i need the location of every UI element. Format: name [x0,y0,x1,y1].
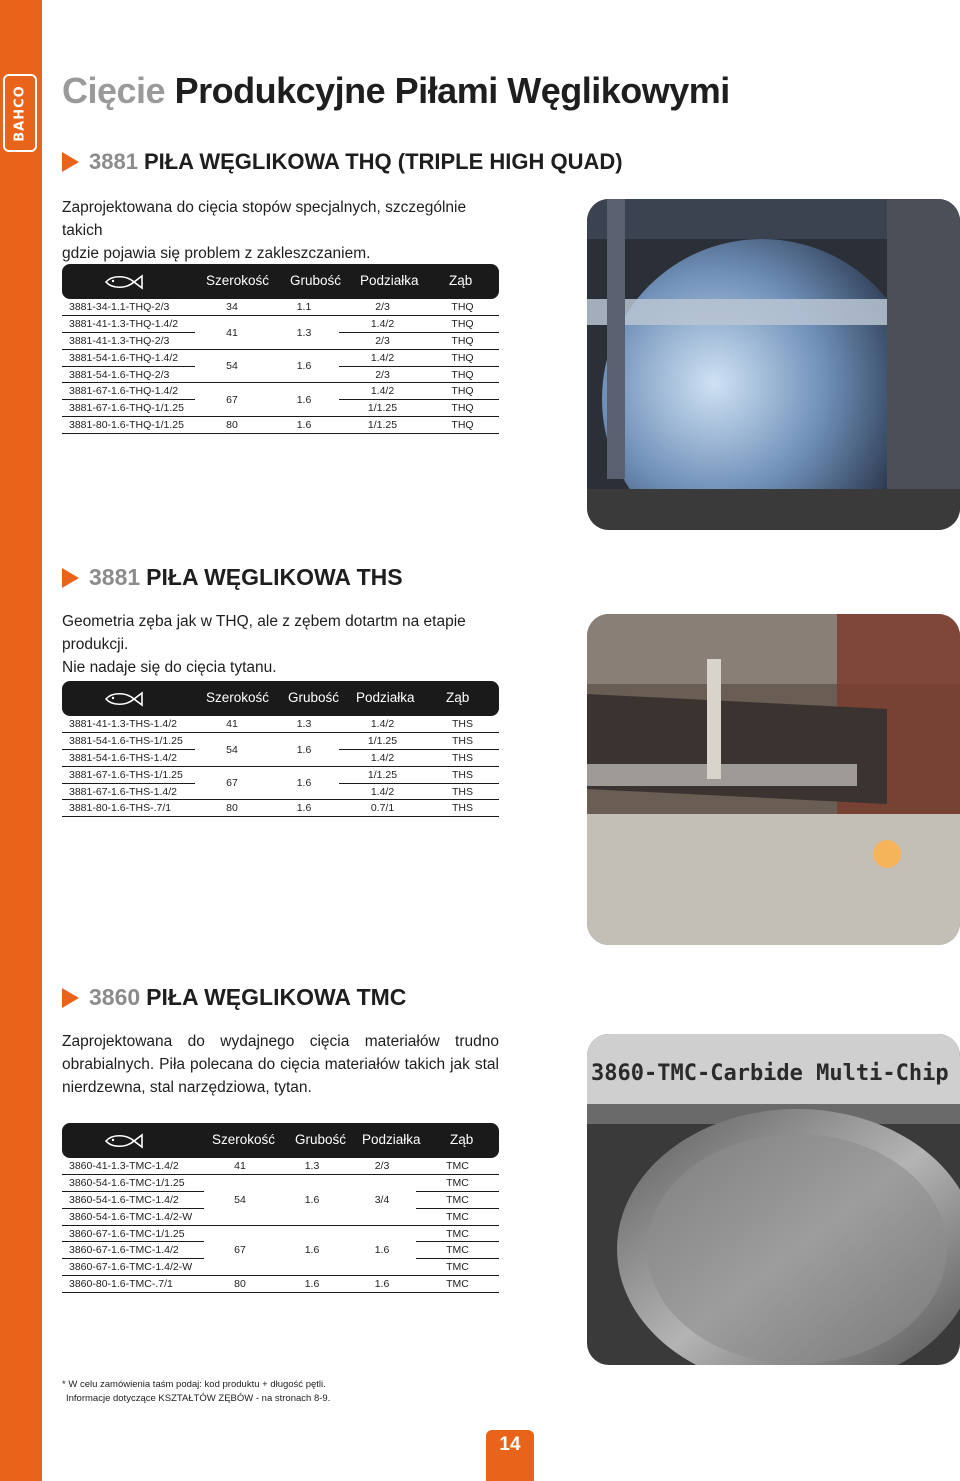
pitch-cell: 1/1.25 [339,400,426,417]
pitch-cell: 1.4/2 [339,750,426,767]
pitch-cell: 1/1.25 [339,733,426,750]
product-code: 3860-80-1.6-TMC-.7/1 [62,1276,204,1293]
product-code: 3860-54-1.6-TMC-1.4/2 [62,1192,204,1209]
tooth-cell: THS [426,716,499,733]
fish-icon [104,1133,144,1149]
product-code: 3881-80-1.6-THQ-1/1.25 [62,417,195,434]
pitch-cell: 1/1.25 [339,766,426,783]
section-title: PIŁA WĘGLIKOWA TMC [146,984,407,1010]
product-code: 3881-80-1.6-THS-.7/1 [62,800,195,817]
width-cell: 67 [195,766,269,800]
thickness-cell: 1.1 [269,299,339,316]
bullet-triangle-icon [62,568,79,588]
table-row [62,1158,499,1175]
description-line: nierdzewna, stal narzędziowa, tytan. [62,1079,312,1096]
section-number: 3860 [89,984,141,1010]
tooth-cell: THS [426,733,499,750]
bullet-triangle-icon [62,152,79,172]
thickness-cell: 1.6 [276,1276,348,1293]
page-title-dark: Produkcyjne Piłami Węglikowymi [174,70,730,111]
tooth-cell: THS [426,783,499,800]
product-code: 3881-41-1.3-THS-1.4/2 [62,716,195,733]
thickness-cell: 1.3 [269,716,339,733]
header-tooth: Ząb [446,690,470,705]
table-header [62,264,499,299]
width-cell: 80 [195,800,269,817]
product-code: 3860-41-1.3-TMC-1.4/2 [62,1158,204,1175]
bullet-triangle-icon [62,988,79,1008]
thickness-cell: 1.3 [276,1158,348,1175]
width-cell: 41 [204,1158,276,1175]
table-row [62,766,499,783]
tooth-cell: THQ [426,333,499,350]
pitch-cell: 1.4/2 [339,383,426,400]
tooth-cell: THS [426,800,499,817]
section-number: 3881 [89,564,141,590]
width-cell: 67 [204,1225,276,1275]
thickness-cell: 1.6 [269,349,339,383]
tooth-cell: TMC [416,1242,499,1259]
tooth-cell: TMC [416,1225,499,1242]
description-line: Geometria zęba jak w THQ, ale z zębem dotartm na etapie produkcji. [62,613,466,653]
pitch-cell: 1.4/2 [339,783,426,800]
fish-icon [104,274,144,290]
table-row [62,349,499,366]
header-width: Szerokość [206,690,270,705]
thickness-cell: 1.6 [269,800,339,817]
width-cell: 67 [195,383,269,417]
header-pitch: Podziałka [360,273,419,288]
header-thickness: Grubość [290,273,342,288]
logo-text: BAHCO [12,84,28,142]
pitch-cell: 0.7/1 [339,800,426,817]
width-cell: 54 [204,1175,276,1225]
section-heading-tmc [62,984,406,1011]
pitch-cell: 1.4/2 [339,316,426,333]
pitch-cell: 1.4/2 [339,716,426,733]
width-cell: 80 [195,417,269,434]
width-cell: 41 [195,716,269,733]
spec-table-ths [62,716,499,817]
product-code: 3881-67-1.6-THS-1.4/2 [62,783,195,800]
fish-icon [104,691,144,707]
tooth-cell: THQ [426,366,499,383]
description-line: obrabialnych. Piła polecana do cięcia materiałów takich jak stal [62,1056,499,1073]
pitch-cell: 1.6 [348,1276,416,1293]
thickness-cell: 1.6 [269,766,339,800]
table-row [62,299,499,316]
tooth-cell: TMC [416,1192,499,1209]
footnote-line: Informacje dotyczące KSZTAŁTÓW ZĘBÓW - na stronach 8-9. [66,1393,331,1404]
product-code: 3881-67-1.6-THQ-1.4/2 [62,383,195,400]
photo-thq-cutting [587,199,960,530]
footnote-line: * W celu zamówienia taśm podaj: kod produktu + długość pętli. [62,1379,326,1390]
product-code: 3881-54-1.6-THQ-1.4/2 [62,349,195,366]
header-pitch: Podziałka [356,690,415,705]
width-cell: 41 [195,316,269,350]
width-cell: 54 [195,733,269,767]
section-description [62,1030,499,1099]
blade-label: 3860-TMC-Carbide Multi-Chip [591,1061,949,1086]
tooth-cell: TMC [416,1259,499,1276]
table-row [62,733,499,750]
tooth-cell: THQ [426,383,499,400]
section-number: 3881 [89,149,138,174]
section-title: PIŁA WĘGLIKOWA THS [146,564,403,590]
description-line: Zaprojektowana do cięcia stopów specjalnych, szczególnie takich [62,199,467,239]
tooth-cell: THS [426,750,499,767]
product-code: 3881-41-1.3-THQ-2/3 [62,333,195,350]
section-title: PIŁA WĘGLIKOWA THQ (TRIPLE HIGH QUAD) [143,149,623,174]
thickness-cell: 1.6 [269,383,339,417]
tooth-cell: THQ [426,349,499,366]
page-title-light: Cięcie [62,70,166,111]
page-title [62,70,730,112]
product-code: 3860-67-1.6-TMC-1.4/2-W [62,1259,204,1276]
table-row [62,383,499,400]
section-heading-ths [62,564,403,591]
product-code: 3881-54-1.6-THS-1.4/2 [62,750,195,767]
header-pitch: Podziałka [362,1132,421,1147]
description-line: gdzie pojawia się problem z zakleszczaniem. [62,245,371,262]
section-description [62,196,499,265]
pitch-cell: 1.4/2 [339,349,426,366]
product-code: 3881-34-1.1-THQ-2/3 [62,299,195,316]
photo-ths-cutting [587,614,960,945]
thickness-cell: 1.6 [269,733,339,767]
tooth-cell: THS [426,766,499,783]
table-row [62,417,499,434]
tooth-cell: THQ [426,417,499,434]
product-code: 3881-41-1.3-THQ-1.4/2 [62,316,195,333]
table-header [62,1123,499,1158]
tooth-cell: TMC [416,1158,499,1175]
width-cell: 54 [195,349,269,383]
table-header [62,681,499,716]
table-row [62,1276,499,1293]
tooth-cell: THQ [426,316,499,333]
table-row [62,800,499,817]
pitch-cell: 1/1.25 [339,417,426,434]
product-code: 3881-67-1.6-THS-1/1.25 [62,766,195,783]
header-thickness: Grubość [295,1132,347,1147]
table-row [62,1225,499,1242]
section-description [62,610,499,679]
spec-table-thq [62,299,499,434]
product-code: 3860-54-1.6-TMC-1.4/2-W [62,1208,204,1225]
width-cell: 80 [204,1276,276,1293]
photo-tmc-blade [587,1034,960,1365]
product-code: 3860-67-1.6-TMC-1/1.25 [62,1225,204,1242]
product-code: 3881-67-1.6-THQ-1/1.25 [62,400,195,417]
product-code: 3881-54-1.6-THQ-2/3 [62,366,195,383]
description-line: Zaprojektowana do wydajnego cięcia materiałów trudno [62,1033,499,1050]
spec-table-tmc [62,1158,499,1293]
pitch-cell: 1.6 [348,1225,416,1275]
tooth-cell: TMC [416,1175,499,1192]
product-code: 3881-54-1.6-THS-1/1.25 [62,733,195,750]
tooth-cell: THQ [426,400,499,417]
tooth-cell: TMC [416,1208,499,1225]
brand-sidebar [0,0,42,1481]
product-code: 3860-67-1.6-TMC-1.4/2 [62,1242,204,1259]
table-row [62,1175,499,1192]
header-width: Szerokość [206,273,270,288]
header-width: Szerokość [212,1132,276,1147]
tooth-cell: THQ [426,299,499,316]
pitch-cell: 2/3 [348,1158,416,1175]
header-tooth: Ząb [449,273,473,288]
table-row [62,316,499,333]
product-code: 3860-54-1.6-TMC-1/1.25 [62,1175,204,1192]
pitch-cell: 3/4 [348,1175,416,1225]
description-line: Nie nadaje się do cięcia tytanu. [62,659,277,676]
page-number: 14 [486,1430,534,1481]
pitch-cell: 2/3 [339,299,426,316]
thickness-cell: 1.6 [276,1175,348,1225]
section-heading-thq [62,149,623,175]
thickness-cell: 1.6 [276,1225,348,1275]
bahco-logo [3,74,37,152]
table-row [62,716,499,733]
thickness-cell: 1.6 [269,417,339,434]
footnote [62,1378,330,1406]
tooth-cell: TMC [416,1276,499,1293]
thickness-cell: 1.3 [269,316,339,350]
pitch-cell: 2/3 [339,366,426,383]
header-tooth: Ząb [450,1132,474,1147]
pitch-cell: 2/3 [339,333,426,350]
header-thickness: Grubość [288,690,340,705]
width-cell: 34 [195,299,269,316]
